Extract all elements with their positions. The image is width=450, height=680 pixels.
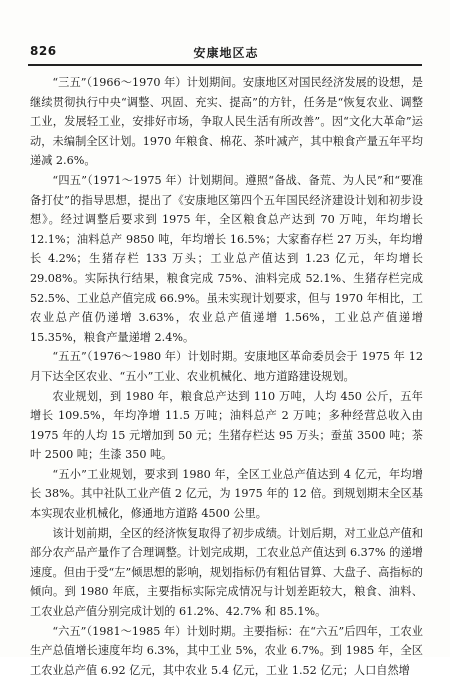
header-rule [28,64,422,66]
running-title: 安康地区志 [193,46,259,60]
page-header [30,44,422,64]
paragraph-siwu-plan: “四五”（1971～1975 年）计划期间。遵照“备战、备荒、为人民”和“要准备打仗”的指导思想，提出了《安康地区第四个五年国民经济建设计划和初步设想》。经过调整后要求到 1975 年，全区粮食总产达到 70 万吨，年均增长 12.1%；油料总产 9850 吨，年均增长 16.5%；大家畜存栏 27 万头，年均增长 4.2%；生猪存栏 133 万头；工业总产值达到 1.23 亿元，年均增长 29.08%。实际执行结果，粮食完成 75%、油料完成 52.1%、生猪存栏完成 52.5%、工业总产值完成 66.9%。虽未实现计划要求，但与 1970 年相比，工农业总产值仍递增 3.63%，农业总产值递增 1.56%，工业总产值递增 15.35%，粮食产量递增 2.4%。 [30,173,423,344]
paragraph-sanwu-plan: “三五”（1966～1970 年）计划期间。安康地区对国民经济发展的设想，是继续贯彻执行中央“调整、巩固、充实、提高”的方针，任务是“恢复农业、调整工业，发展轻工业，安排好市场，争取人民生活有所改善”。因“文化大革命”运动，未编制全区计划。1970 年粮食、棉花、茶叶减产，其中粮食产量五年平均递减 2.6%。 [30,76,423,168]
paragraph-plan-results: 该计划前期，全区的经济恢复取得了初步成绩。计划后期，对工业总产值和部分农产品产量作了合理调整。计划完成期，工农业总产值达到 6.37% 的递增速度。但由于受“左”倾思想的影响，规划指标仍有粗估冒算、大盘子、高指标的倾向。到 1980 年底，主要指标实际完成情况与计划差距较大，粮食、油料、工农业总产值分别完成计划的 61.2%、42.7% 和 85.1%。 [30,526,423,619]
paragraph-wuxiao-industry-plan: “五小”工业规划，要求到 1980 年，全区工业总产值达到 4 亿元，年均增长 38%。其中社队工业产值 2 亿元，为 1975 年的 12 倍。到规划期末全区基本实现农业机械化，修通地方道路 4500 公里。 [30,467,423,521]
page-number: 826 [30,44,57,58]
body-text [30,73,423,680]
paragraph-wuwu-plan: “五五”（1976～1980 年）计划时期。安康地区革命委员会于 1975 年 12 月下达全区农业、“五小”工业、农业机械化、地方道路建设规划。 [30,350,423,383]
paragraph-agriculture-plan: 农业规划，到 1980 年，粮食总产达到 110 万吨，人均 450 公斤，五年增长 109.5%，年均净增 11.5 万吨；油料总产 2 万吨；多种经营总收入由 1975 年的人均 15 元增加到 50 元；生猪存栏达 95 万头；蚕茧 3500 吨；茶叶 2500 吨；生漆 350 吨。 [30,389,423,462]
paragraph-liuwu-plan: “六五”（1981～1985 年）计划时期。主要指标：在“六五”后四年，工农业生产总值增长速度年均 6.3%，其中工业 5%，农业 6.7%。到 1985 年，全区工农业总产值 6.92 亿元，其中农业 5.4 亿元，工业 1.52 亿元；人口自然增 [30,624,423,677]
